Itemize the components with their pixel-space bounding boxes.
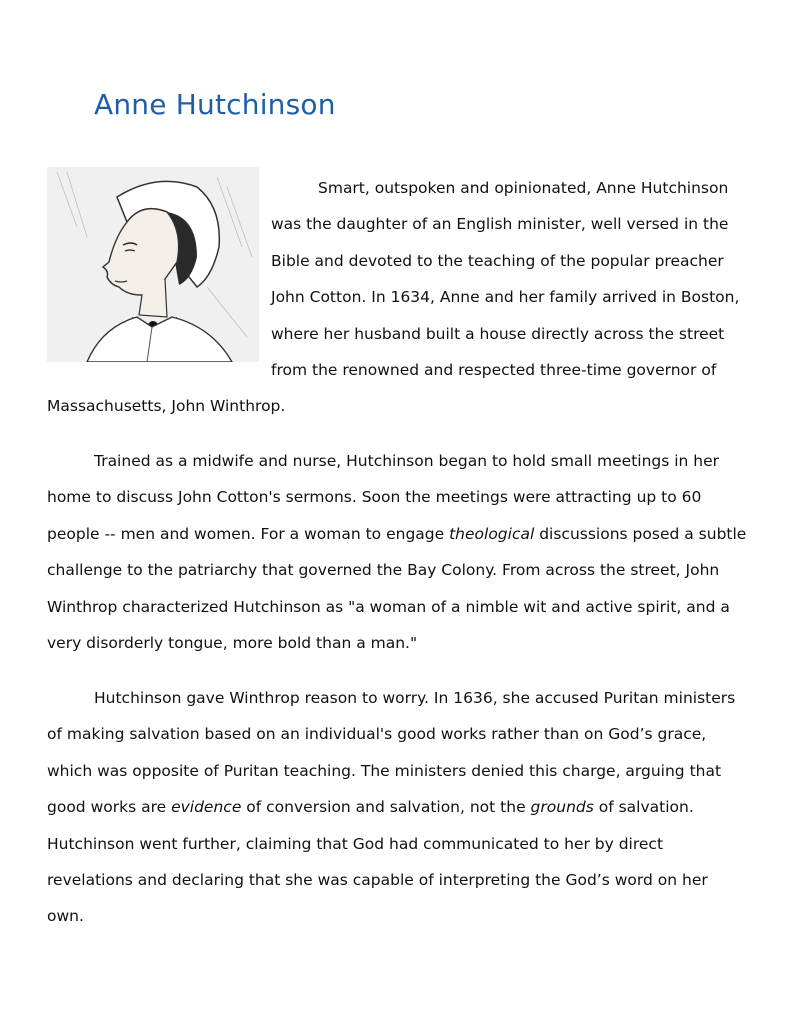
paragraph-3-text-c: of salvation. Hutchinson went further, claiming that God had communicated to her by direct revelations and declaring that she was capable of interpreting the God’s word on her own. (47, 798, 708, 926)
paragraph-2-text-a: Trained as a midwife and nurse, Hutchinson began to hold small meetings in her home to discuss John Cotton's sermons. Soon the meetings were attracting up to 60 people -- men and women. For a woman to engage (47, 452, 720, 543)
paragraph-3-emphasis-grounds: grounds (530, 798, 594, 817)
paragraph-2 (47, 443, 747, 661)
paragraph-2-text-b: discussions posed a subtle challenge to the patriarchy that governed the Bay Colony. From across the street, John Winthrop characterized Hutchinson as "a woman of a nimble wit and active spirit, and a very disorderly tongue, more bold than a man." (47, 524, 747, 653)
page-title: Anne Hutchinson (94, 88, 336, 121)
paragraph-2-emphasis: theological (449, 524, 535, 543)
paragraph-3 (47, 680, 747, 935)
paragraph-1 (47, 170, 747, 425)
paragraph-3-emphasis-evidence: evidence (171, 798, 242, 817)
paragraph-3-text-b: of conversion and salvation, not the (241, 798, 531, 817)
paragraph-1-text: Smart, outspoken and opinionated, Anne Hutchinson was the daughter of an English minister, well versed in the Bible and devoted to the teaching of the popular preacher John Cotton. In 1634, Anne and her family arrived in Boston, where her husband built a house directly across the street from the renowned and respected three-time governor of Massachusetts, John Winthrop. (47, 179, 740, 416)
paragraph-3-text-a: Hutchinson gave Winthrop reason to worry. In 1636, she accused Puritan ministers of making salvation based on an individual's good works rather than on God’s grace, which was opposite of Puritan teaching. The ministers denied this charge, arguing that good works are (47, 689, 736, 817)
